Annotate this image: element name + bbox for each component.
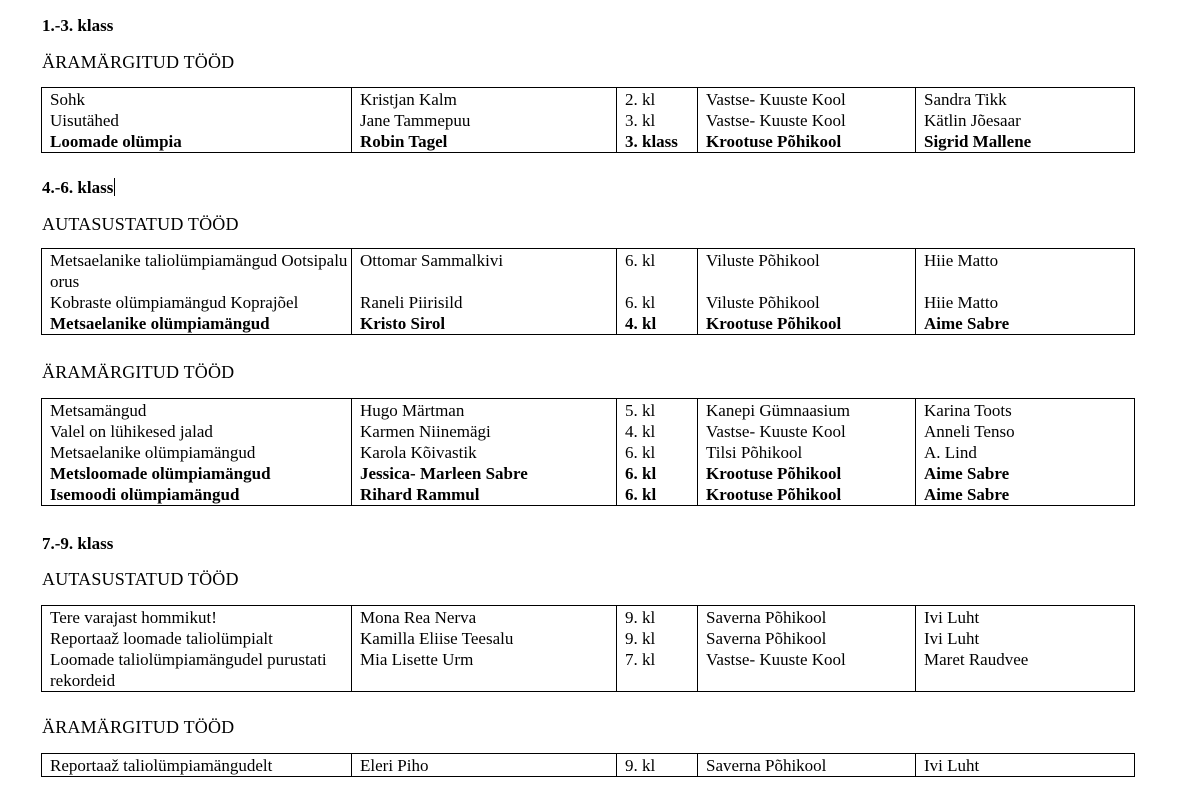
title-cell: Metsaelanike olümpiamängud: [42, 442, 352, 463]
table-row: [42, 131, 1135, 153]
school-cell: Viluste Põhikool: [698, 249, 916, 293]
title-cell: Metsamängud: [42, 399, 352, 422]
title-cell: Reportaaž taliolümpiamängudelt: [42, 754, 352, 777]
teacher-cell: Aime Sabre: [916, 463, 1135, 484]
author-cell: Robin Tagel: [352, 131, 617, 153]
author-cell: Ottomar Sammalkivi: [352, 249, 617, 293]
title-cell: Valel on lühikesed jalad: [42, 421, 352, 442]
title-cell: Metsaelanike olümpiamängud: [42, 313, 352, 335]
author-cell: Jessica- Marleen Sabre: [352, 463, 617, 484]
teacher-cell: Kätlin Jõesaar: [916, 110, 1135, 131]
table-row: [42, 292, 1135, 313]
grade-heading-1-3: 1.-3. klass: [42, 16, 114, 35]
author-cell: Kristo Sirol: [352, 313, 617, 335]
table-row: [42, 754, 1135, 777]
category-heading-awarded: AUTASUSTATUD TÖÖD: [42, 569, 239, 589]
school-cell: Vastse- Kuuste Kool: [698, 88, 916, 111]
class-cell: 3. klass: [617, 131, 698, 153]
results-table-1-3-recognized: [41, 87, 1135, 153]
school-cell: Vastse- Kuuste Kool: [698, 421, 916, 442]
table-row: [42, 463, 1135, 484]
table-row: [42, 649, 1135, 692]
text-cursor: [114, 178, 115, 196]
table-row: [42, 313, 1135, 335]
title-cell: Reportaaž loomade taliolümpialt: [42, 628, 352, 649]
category-heading-recognized: ÄRAMÄRGITUD TÖÖD: [42, 52, 235, 72]
results-table-4-6-recognized: [41, 398, 1135, 506]
teacher-cell: Karina Toots: [916, 399, 1135, 422]
school-cell: Krootuse Põhikool: [698, 131, 916, 153]
results-table-7-9-awarded: [41, 605, 1135, 692]
table-row: [42, 628, 1135, 649]
author-cell: Karmen Niinemägi: [352, 421, 617, 442]
table-row: [42, 484, 1135, 506]
class-cell: 6. kl: [617, 484, 698, 506]
author-cell: Rihard Rammul: [352, 484, 617, 506]
title-cell: Sohk: [42, 88, 352, 111]
author-cell: Mona Rea Nerva: [352, 606, 617, 629]
class-cell: 3. kl: [617, 110, 698, 131]
table-row: [42, 110, 1135, 131]
teacher-cell: Sandra Tikk: [916, 88, 1135, 111]
table-row: [42, 249, 1135, 293]
school-cell: Krootuse Põhikool: [698, 463, 916, 484]
school-cell: Kanepi Gümnaasium: [698, 399, 916, 422]
title-cell: Loomade taliolümpiamängudel purustati rekordeid: [42, 649, 352, 692]
class-cell: 6. kl: [617, 442, 698, 463]
category-heading-recognized: ÄRAMÄRGITUD TÖÖD: [42, 717, 235, 737]
teacher-cell: Ivi Luht: [916, 628, 1135, 649]
teacher-cell: Ivi Luht: [916, 606, 1135, 629]
school-cell: Saverna Põhikool: [698, 606, 916, 629]
grade-heading-4-6: [42, 178, 115, 198]
class-cell: 5. kl: [617, 399, 698, 422]
teacher-cell: Hiie Matto: [916, 249, 1135, 293]
table-row: [42, 399, 1135, 422]
title-cell: Metsaelanike taliolümpiamängud Ootsipalu orus: [42, 249, 352, 293]
school-cell: Krootuse Põhikool: [698, 484, 916, 506]
school-cell: Vastse- Kuuste Kool: [698, 110, 916, 131]
teacher-cell: Sigrid Mallene: [916, 131, 1135, 153]
title-cell: Loomade olümpia: [42, 131, 352, 153]
author-cell: Jane Tammepuu: [352, 110, 617, 131]
author-cell: Raneli Piirisild: [352, 292, 617, 313]
author-cell: Karola Kõivastik: [352, 442, 617, 463]
author-cell: Eleri Piho: [352, 754, 617, 777]
results-table-7-9-recognized: [41, 753, 1135, 777]
teacher-cell: Hiie Matto: [916, 292, 1135, 313]
class-cell: 6. kl: [617, 249, 698, 293]
school-cell: Vastse- Kuuste Kool: [698, 649, 916, 692]
school-cell: Krootuse Põhikool: [698, 313, 916, 335]
class-cell: 7. kl: [617, 649, 698, 692]
table-row: [42, 88, 1135, 111]
grade-heading-7-9: 7.-9. klass: [42, 534, 114, 553]
teacher-cell: Ivi Luht: [916, 754, 1135, 777]
teacher-cell: A. Lind: [916, 442, 1135, 463]
table-row: [42, 421, 1135, 442]
class-cell: 4. kl: [617, 421, 698, 442]
teacher-cell: Aime Sabre: [916, 313, 1135, 335]
category-heading-recognized: ÄRAMÄRGITUD TÖÖD: [42, 362, 235, 382]
author-cell: Kamilla Eliise Teesalu: [352, 628, 617, 649]
teacher-cell: Maret Raudvee: [916, 649, 1135, 692]
class-cell: 6. kl: [617, 463, 698, 484]
school-cell: Saverna Põhikool: [698, 754, 916, 777]
category-heading-awarded: AUTASUSTATUD TÖÖD: [42, 214, 239, 234]
title-cell: Isemoodi olümpiamängud: [42, 484, 352, 506]
teacher-cell: Aime Sabre: [916, 484, 1135, 506]
class-cell: 2. kl: [617, 88, 698, 111]
teacher-cell: Anneli Tenso: [916, 421, 1135, 442]
author-cell: Kristjan Kalm: [352, 88, 617, 111]
class-cell: 6. kl: [617, 292, 698, 313]
class-cell: 4. kl: [617, 313, 698, 335]
author-cell: Mia Lisette Urm: [352, 649, 617, 692]
school-cell: Tilsi Põhikool: [698, 442, 916, 463]
title-cell: Metsloomade olümpiamängud: [42, 463, 352, 484]
school-cell: Viluste Põhikool: [698, 292, 916, 313]
class-cell: 9. kl: [617, 628, 698, 649]
table-row: [42, 606, 1135, 629]
author-cell: Hugo Märtman: [352, 399, 617, 422]
school-cell: Saverna Põhikool: [698, 628, 916, 649]
grade-heading-text: 4.-6. klass: [42, 178, 114, 197]
title-cell: Uisutähed: [42, 110, 352, 131]
title-cell: Tere varajast hommikut!: [42, 606, 352, 629]
results-table-4-6-awarded: [41, 248, 1135, 335]
table-row: [42, 442, 1135, 463]
title-cell: Kobraste olümpiamängud Koprajõel: [42, 292, 352, 313]
class-cell: 9. kl: [617, 606, 698, 629]
class-cell: 9. kl: [617, 754, 698, 777]
